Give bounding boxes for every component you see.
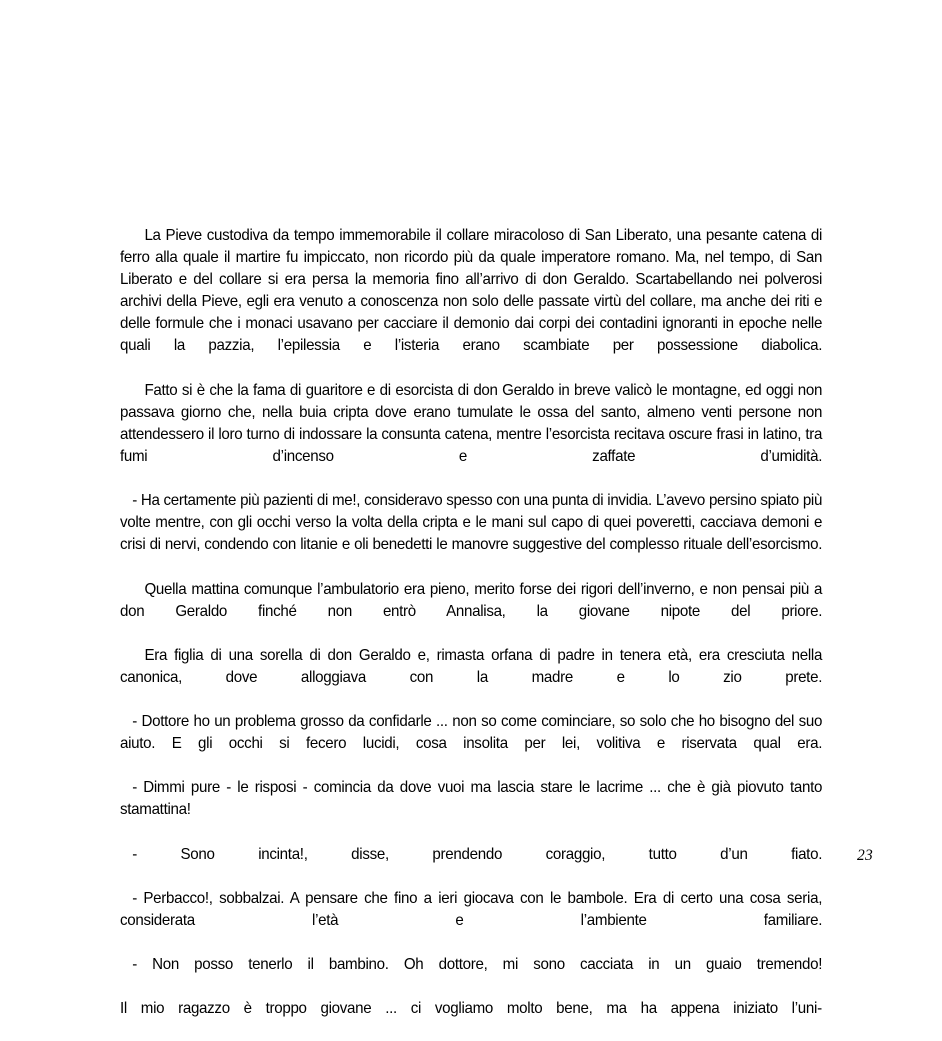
body-text-block	[120, 224, 822, 1041]
paragraph: La Pieve custodiva da tempo immemorabile il collare miracoloso di San Liberato, una pesante catena di ferro alla quale il martire fu impiccato, non ricordo più da quale imperatore romano. Ma, nel tempo, di San Liberato e del collare si era persa la memoria fino all’arrivo di don Geraldo. Scartabellando nei polverosi archivi della Pieve, egli era venuto a conoscenza non solo delle passate virtù del collare, ma anche dei riti e delle formule che i monaci usavano per cacciare il demonio dai corpi dei contadini ignoranti in epoche nelle quali la pazzia, l’epilessia e l’isteria erano scambiate per possessione diabolica.	[120, 226, 823, 355]
page-number: 23	[857, 847, 874, 864]
paragraph: - Dottore ho un problema grosso da confidarle ... non so come cominciare, so solo che ho bisogno del suo aiuto. E gli occhi si fecero lucidi, cosa insolita per lei, volitiva e riservata qual era.	[120, 712, 823, 753]
paragraph: - Perbacco!, sobbalzai. A pensare che fino a ieri giocava con le bambole. Era di certo una cosa seria, considerata l’età e l’ambiente familiare.	[120, 888, 823, 929]
paragraph: - Non posso tenerlo il bambino. Oh dottore, mi sono cacciata in un guaio tremendo!	[132, 955, 823, 974]
paragraph: - Ha certamente più pazienti di me!, consideravo spesso con una punta di invidia. L’avevo persino spiato più volte mentre, con gli occhi verso la volta della cripta e le mani sul capo di quei poveretti, cacciava demoni e crisi di nervi, condendo con litanie e oli benedetti le manovre suggestive del complesso rituale dell’esorcismo.	[120, 491, 823, 554]
paragraph: Era figlia di una sorella di don Geraldo e, rimasta orfana di padre in tenera età, era cresciuta nella canonica, dove alloggiava con la madre e lo zio prete.	[120, 645, 823, 686]
paragraph: Quella mattina comunque l’ambulatorio era pieno, merito forse dei rigori dell’inverno, e non pensai più a don Geraldo finché non entrò Annalisa, la giovane nipote del priore.	[120, 579, 823, 620]
paragraph: - Sono incinta!, disse, prendendo coraggio, tutto d’un fiato.	[132, 844, 823, 863]
paragraph: Fatto si è che la fama di guaritore e di esorcista di don Geraldo in breve valicò le montagne, ed oggi non passava giorno che, nella buia cripta dove erano tumulate le ossa del santo, almeno venti persone non attendessero il loro turno di indossare la consunta catena, mentre l’esorcista recitava oscure frasi in latino, tra fumi d’incenso e zaffate d’umidità.	[120, 380, 823, 465]
paragraph: Il mio ragazzo è troppo giovane ... ci vogliamo molto bene, ma ha appena iniziato l’uni	[120, 999, 823, 1018]
paragraph: - Dimmi pure - le risposi - comincia da dove vuoi ma lascia stare le lacrime ... che è già piovuto tanto stamattina!	[120, 778, 823, 819]
